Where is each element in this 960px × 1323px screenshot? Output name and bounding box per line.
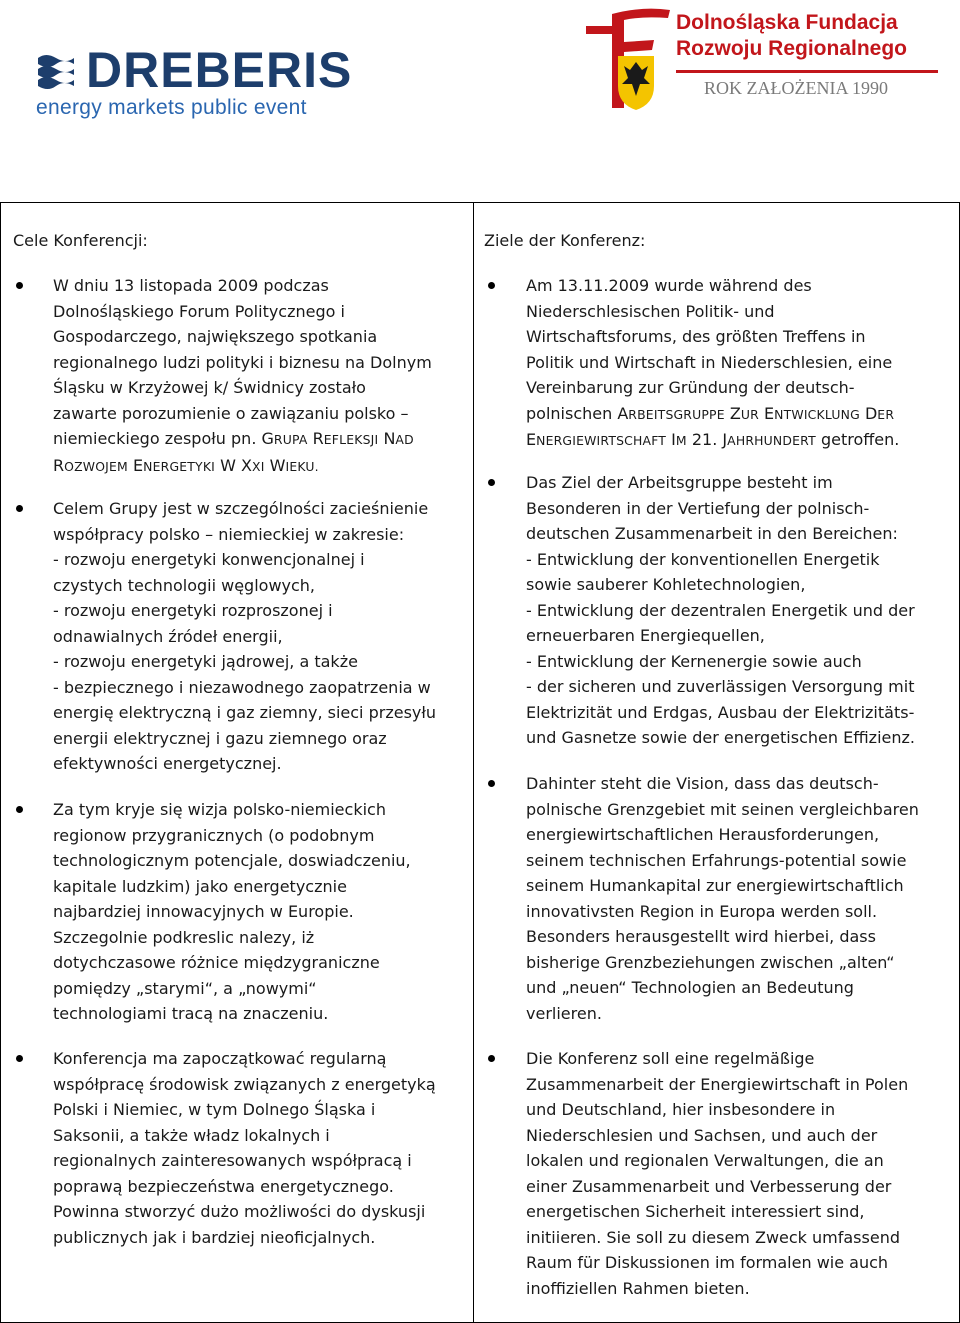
bullet-line: - Entwicklung der Kernenergie sowie auch [526, 651, 862, 671]
bullet-line: Dahinter steht die Vision, dass das deutsch- [526, 774, 879, 793]
bullet-line: Das Ziel der Arbeitsgruppe besteht im [526, 473, 833, 492]
bullet-line: regionow przygranicznych (o podobnym [53, 825, 375, 845]
bullet-line: innovativsten Region in Europa werden soll. [526, 901, 878, 921]
german-bullet-1 [526, 273, 899, 454]
bullet-line: - rozwoju energetyki rozproszonej i [53, 601, 333, 620]
foundation-divider [676, 70, 938, 73]
dreberis-name: DREBERIS [86, 42, 353, 98]
bullet-line: dotychczasowe różnice międzygraniczne [53, 953, 380, 972]
bullet-line: Wirtschaftsforums, des größten Treffens in [526, 327, 866, 346]
bullet-line: Politik und Wirtschaft in Niederschlesien, eine [526, 352, 893, 372]
bullet-line: współpracy polsko – niemieckiej w zakresie: [53, 524, 405, 544]
bullet-line: polnischen ARBEITSGRUPPE ZUR ENTWICKLUNG DER [526, 403, 895, 423]
bullet-line: odnawialnych źródeł energii, [53, 626, 283, 646]
bullet-line: energię elektryczną i gaz ziemny, sieci przesyłu [53, 703, 437, 722]
bullet-line: erneuerbaren Energiequellen, [526, 626, 765, 645]
polish-bullet-3 [53, 797, 411, 1027]
bullet-line: Gospodarczego, największego spotkania [53, 327, 378, 346]
bullet-line: poprawą bezpieczeństwa energetycznego. [53, 1176, 394, 1196]
dreberis-tagline: energy markets public event [36, 96, 307, 119]
bullet-line: Saksonii, a także władz lokalnych i [53, 1125, 330, 1145]
bullet-line: ENERGIEWIRTSCHAFT IM 21. JAHRHUNDERT getroffen. [526, 430, 900, 449]
bullet-line: Niederschlesien und Sachsen, und auch der [526, 1125, 878, 1145]
bullet-line: - rozwoju energetyki konwencjonalnej i [53, 550, 365, 569]
dreberis-wave-icon [36, 50, 76, 90]
bullet-line: einer Zusammenarbeit und Verbesserung der [526, 1176, 892, 1196]
bullet-line: Raum für Diskussionen im formalen wie auch [526, 1253, 889, 1272]
bullet-line: energii elektrycznej i gazu ziemnego oraz [53, 728, 387, 748]
polish-column [1, 203, 473, 1322]
bullet-line: energiewirtschaftlichen Herausforderungen, [526, 825, 880, 844]
bullet-line: Szczegolnie podkreslic nalezy, iż [53, 927, 315, 947]
bullet-line: czystych technologii węglowych, [53, 575, 316, 595]
foundation-name-line1: Dolnośląska Fundacja [676, 11, 898, 34]
bullet-line: lokalen und regionalen Verwaltungen, die an [526, 1151, 884, 1170]
bullet-line: - bezpiecznego i niezawodnego zaopatrzenia w [53, 677, 431, 697]
foundation-name-line2: Rozwoju Regionalnego [676, 37, 907, 60]
bullet-line: inoffiziellen Rahmen bieten. [526, 1278, 750, 1298]
bullet-line: technologicznym potencjale, doswiadczeniu, [53, 851, 411, 870]
bullet-line: seinem Humankapital zur energiewirtschaftlich [526, 876, 904, 895]
bullet-line: polnische Grenzgebiet mit seinen vergleichbaren [526, 799, 919, 819]
foundation-emblem-icon [582, 4, 674, 114]
bullet-line: regionalnych zainteresowanych współpracą i [53, 1151, 412, 1170]
dreberis-logo [36, 42, 353, 122]
bullet-line: und „neuen“ Technologien an Bedeutung [526, 978, 854, 997]
bullet-line: verlieren. [526, 1003, 602, 1023]
bullet-line: bisherige Grenzbeziehungen zwischen „alten“ [526, 952, 895, 972]
bullet-line: niemieckiego zespołu pn. GRUPA REFLEKSJI NAD [53, 429, 414, 448]
bullet-line: kapitale ludzkim) jako energetycznie [53, 876, 347, 896]
bullet-line: pomiędzy „starymi“, a „nowymi“ [53, 978, 317, 998]
bullet-line: W dniu 13 listopada 2009 podczas [53, 276, 329, 295]
bullet-line: deutschen Zusammenarbeit in den Bereichen: [526, 524, 898, 543]
bullet-line: Die Konferenz soll eine regelmäßige [526, 1049, 815, 1068]
bullet-line: Zusammenarbeit der Energiewirtschaft in Polen [526, 1074, 909, 1094]
bullet-line: Vereinbarung zur Gründung der deutsch- [526, 378, 855, 397]
bullet-line: Konferencja ma zapoczątkować regularną [53, 1049, 387, 1068]
bullet-line: efektywności energetycznej. [53, 754, 282, 773]
bullet-line: Powinna stworzyć dużo możliwości do dyskusji [53, 1202, 426, 1221]
bullet-line: publicznych jak i bardziej nieoficjalnych. [53, 1227, 376, 1247]
german-heading: Ziele der Konferenz: [484, 231, 646, 250]
bullet-line: Celem Grupy jest w szczególności zacieśnienie [53, 499, 429, 518]
bullet-line: - der sicheren und zuverlässigen Versorgung mit [526, 677, 915, 696]
bullet-line: ROZWOJEM ENERGETYKI W XXI WIEKU. [53, 455, 319, 475]
bullet-line: sowie sauberer Kohletechnologien, [526, 575, 806, 594]
bilingual-table [0, 202, 960, 1323]
bullet-line: - rozwoju energetyki jądrowej, a także [53, 652, 358, 671]
polish-bullet-2 [53, 496, 436, 777]
bullet-line: Besonders herausgestellt wird hierbei, dass [526, 927, 876, 946]
bullet-line: regionalnego ludzi polityki i biznesu na Dolnym [53, 352, 432, 372]
polish-bullet-4 [53, 1046, 436, 1250]
bullet-line: Polski i Niemiec, w tym Dolnego Śląska i [53, 1100, 376, 1119]
german-bullet-3 [526, 771, 919, 1026]
bullet-line: zawarte porozumienie o zawiązaniu polsko – [53, 403, 409, 423]
bullet-line: technologiami tracą na znaczeniu. [53, 1004, 329, 1023]
bullet-line: Am 13.11.2009 wurde während des [526, 276, 812, 295]
bullet-line: Dolnośląskiego Forum Politycznego i [53, 301, 345, 321]
bullet-line: - Entwicklung der konventionellen Energetik [526, 549, 880, 569]
bullet-line: - Entwicklung der dezentralen Energetik und der [526, 600, 915, 620]
german-bullet-2 [526, 470, 915, 751]
bullet-line: Śląsku w Krzyżowej k/ Świdnicy zostało [53, 378, 366, 397]
foundation-name [676, 10, 907, 62]
bullet-line: współpracę środowisk związanych z energetyką [53, 1074, 436, 1094]
german-column [474, 203, 959, 1322]
bullet-line: Za tym kryje się wizja polsko-niemieckich [53, 800, 386, 819]
polish-bullet-1 [53, 273, 432, 479]
bullet-line: Niederschlesischen Politik- und [526, 301, 775, 321]
bullet-line: Elektrizität und Erdgas, Ausbau der Elektrizitäts- [526, 702, 915, 722]
polish-heading: Cele Konferencji: [13, 231, 148, 250]
bullet-line: und Gasnetze sowie der energetischen Effizienz. [526, 728, 915, 747]
bullet-line: initiieren. Sie soll zu diesem Zweck umfassend [526, 1227, 900, 1247]
bullet-line: seinem technischen Erfahrungs-potential sowie [526, 850, 907, 870]
german-bullet-4 [526, 1046, 908, 1301]
bullet-line: Besonderen in der Vertiefung der polnisch- [526, 498, 870, 518]
bullet-line: energetischen Sicherheit interessiert sind, [526, 1202, 865, 1221]
bullet-line: und Deutschland, hier insbesondere in [526, 1100, 836, 1119]
foundation-logo [582, 4, 942, 116]
foundation-year: ROK ZAŁOŻENIA 1990 [704, 78, 888, 98]
bullet-line: najbardziej innowacyjnych w Europie. [53, 902, 354, 921]
